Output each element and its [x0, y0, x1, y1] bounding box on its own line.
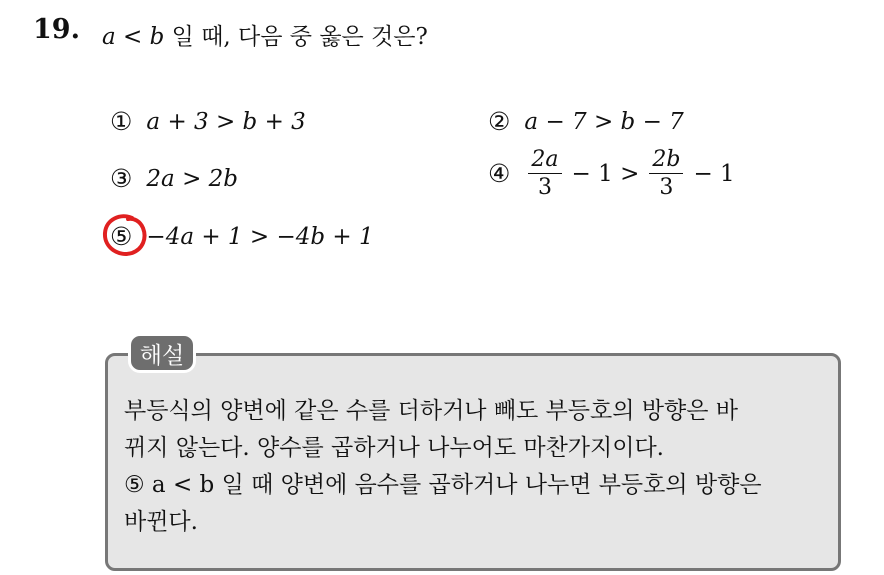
explanation-label: 해설	[128, 333, 196, 373]
question-body: 일 때, 다음 중 옳은 것은?	[164, 24, 428, 50]
var-a: a	[102, 24, 116, 50]
explanation-line-4: 바뀐다.	[124, 509, 198, 535]
choice-1-marker: ①	[110, 107, 133, 136]
choice-2-marker: ②	[488, 107, 511, 136]
question-text	[102, 18, 428, 51]
less-than: <	[115, 24, 150, 50]
fraction-2a-over-3	[528, 148, 561, 199]
choice-2-expr: a − 7 > b − 7	[524, 108, 684, 135]
fraction-numerator: 2b	[649, 148, 683, 174]
choice-1[interactable]	[110, 107, 306, 136]
choice-5-marker: ⑤	[110, 222, 133, 251]
fraction-2b-over-3	[649, 148, 683, 199]
question-number: 19.	[33, 14, 80, 45]
explanation-line-2: 뀌지 않는다. 양수를 곱하거나 나누어도 마찬가지이다.	[124, 435, 664, 461]
choice-4-marker: ④	[488, 159, 511, 189]
choice-4-tail: − 1	[693, 160, 735, 187]
choice-1-expr: a + 3 > b + 3	[146, 108, 306, 135]
choice-5-expr: −4a + 1 > −4b + 1	[146, 223, 374, 250]
choice-4[interactable]	[488, 148, 741, 199]
explanation-box	[105, 353, 841, 571]
choice-4-middle: − 1 >	[571, 160, 640, 187]
fraction-denominator: 3	[659, 175, 674, 201]
choice-2[interactable]	[488, 107, 684, 136]
fraction-denominator: 3	[537, 175, 552, 201]
choice-3-marker: ③	[110, 164, 133, 193]
choice-3-expr: 2a > 2b	[146, 165, 239, 192]
choice-3[interactable]	[110, 164, 238, 193]
fraction-numerator: 2a	[528, 148, 561, 174]
choice-5[interactable]	[110, 222, 374, 251]
explanation-line-1: 부등식의 양변에 같은 수를 더하거나 빼도 부등호의 방향은 바	[124, 398, 738, 424]
var-b: b	[149, 24, 165, 50]
explanation-line-3: ⑤ a < b 일 때 양변에 음수를 곱하거나 나누면 부등호의 방향은	[124, 472, 762, 498]
